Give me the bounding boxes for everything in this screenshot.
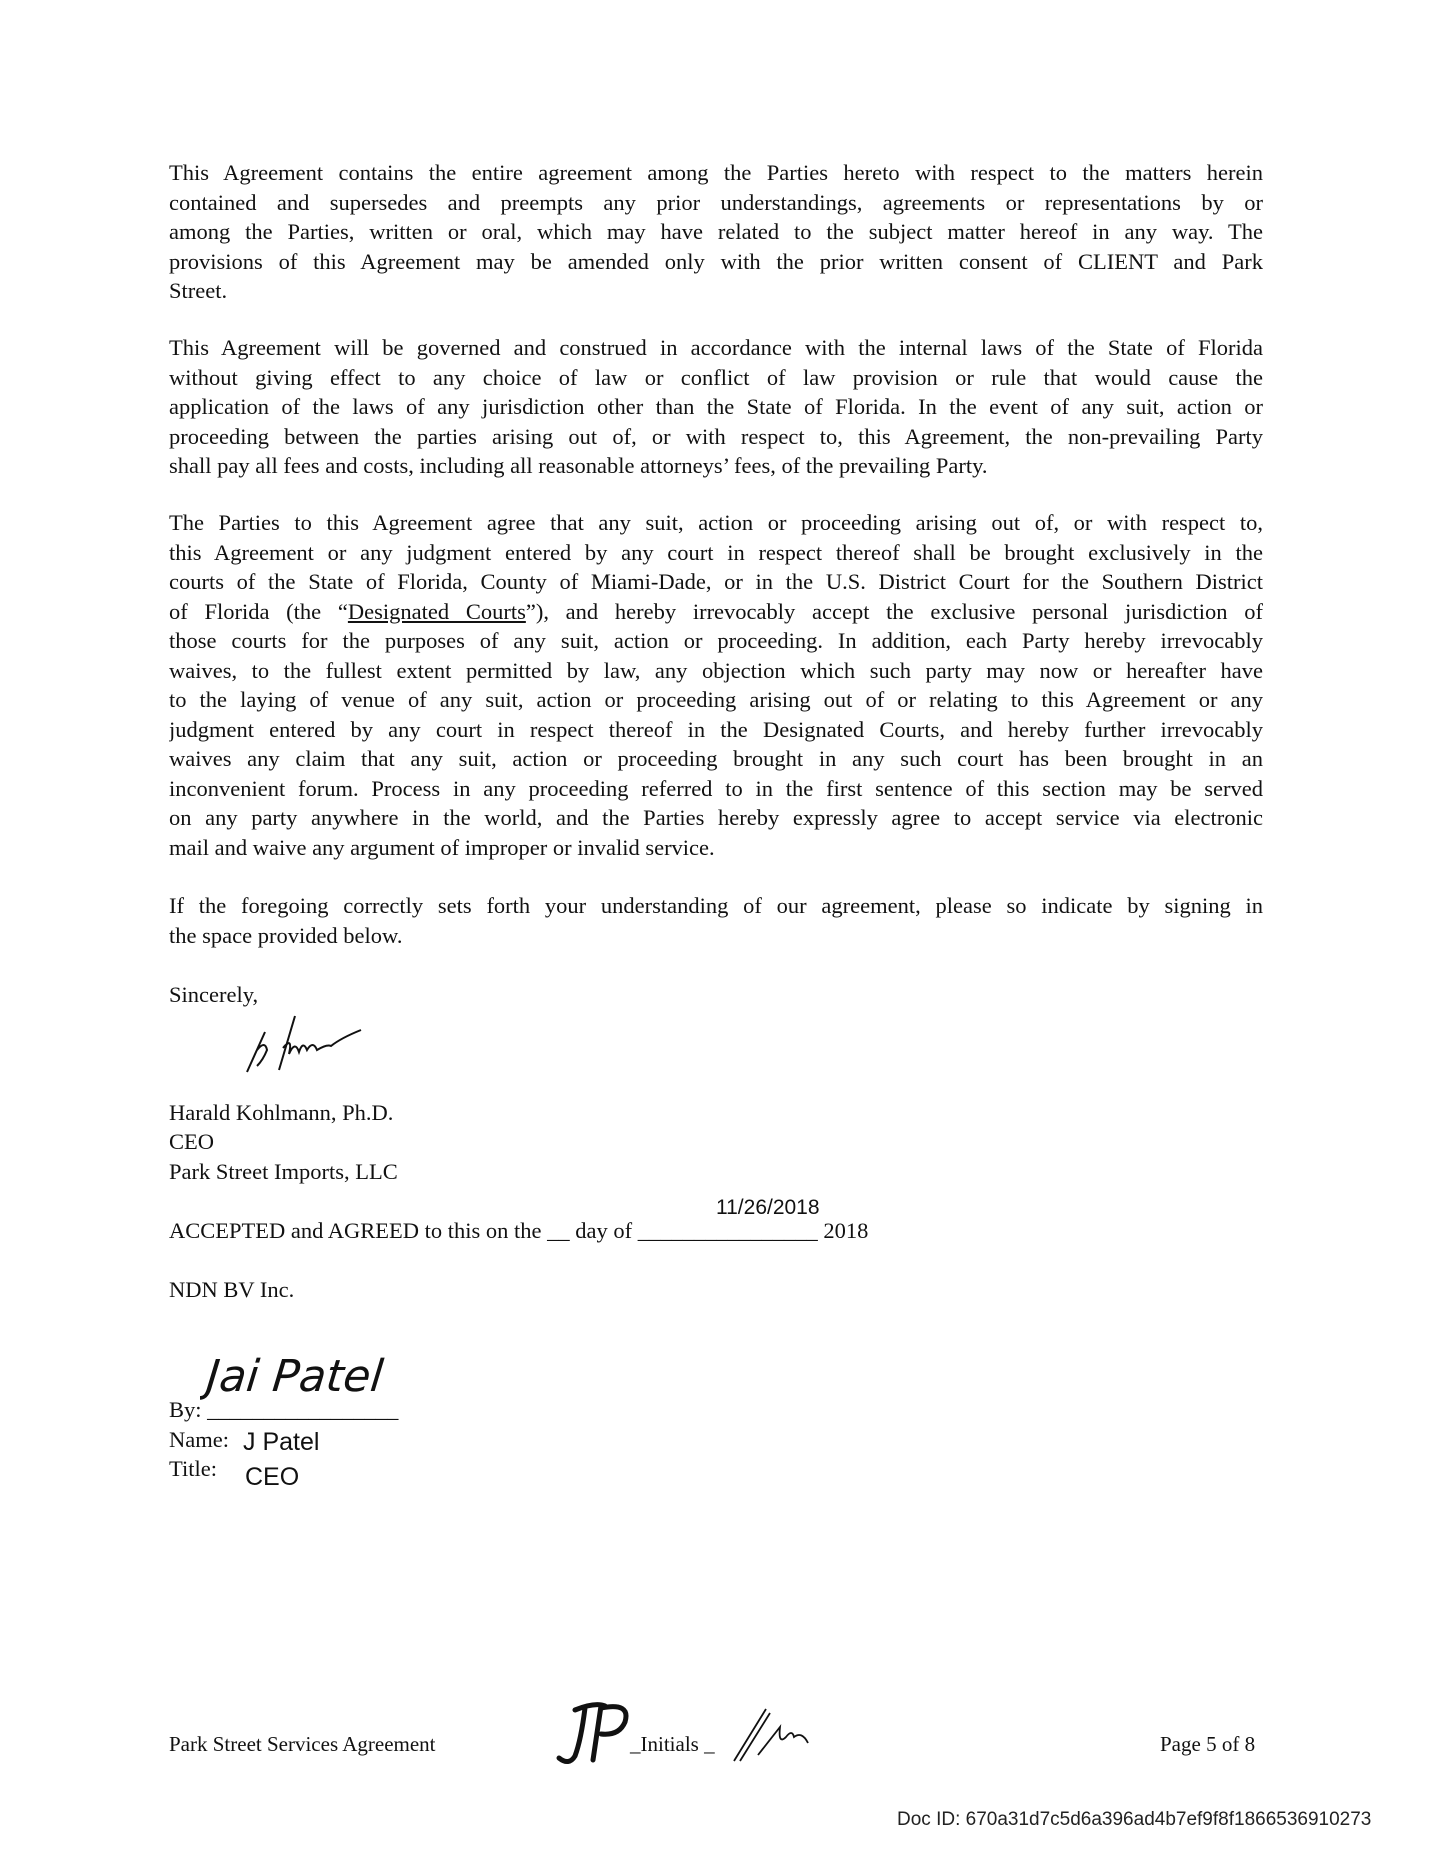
paragraph-jurisdiction [169, 508, 1263, 862]
defined-term-designated-courts: Designated Courts [347, 598, 526, 624]
text-line: the space provided below. [169, 922, 403, 948]
text-line: application of the laws of any jurisdiction other than the State of Florida. In the event of any suit, action or [169, 394, 1263, 419]
paragraph-governing-law [169, 333, 1263, 481]
initials-label: _Initials _ [630, 1732, 715, 1756]
text-line: mail and waive any argument of improper or invalid service. [169, 834, 715, 860]
acceptance-date: 11/26/2018 [716, 1196, 820, 1219]
client-name-value: J Patel [243, 1428, 320, 1456]
text-line [169, 597, 1263, 627]
footer-title: Park Street Services Agreement [169, 1732, 436, 1756]
title-label: Title: [169, 1456, 217, 1481]
signer-company: Park Street Imports, LLC [169, 1159, 398, 1184]
text-fragment: ”), and hereby irrevocably accept the exclusive personal jurisdiction of [525, 598, 1263, 624]
page-number: Page 5 of 8 [1160, 1732, 1256, 1756]
text-line: on any party anywhere in the world, and the Parties hereby expressly agree to accept service via electronic [169, 805, 1263, 830]
text-line: This Agreement will be governed and construed in accordance with the internal laws of the State of Florida [169, 335, 1263, 360]
text-line: This Agreement contains the entire agreement among the Parties hereto with respect to the matters herein [169, 160, 1263, 185]
text-line: waives any claim that any suit, action or proceeding brought in any such court has been brought in an [169, 746, 1263, 771]
text-line: provisions of this Agreement may be amended only with the prior written consent of CLIENT and Park [169, 248, 1263, 274]
initials-kohlmann-signature [730, 1705, 840, 1765]
text-fragment: of Florida (the “ [169, 598, 348, 624]
text-line: Street. [169, 278, 228, 303]
doc-id: Doc ID: 670a31d7c5d6a396ad4b7ef9f8f1866536910273 [897, 1809, 1372, 1830]
text-line: without giving effect to any choice of law or conflict of law provision or rule that would cause the [169, 364, 1263, 390]
text-line: If the foregoing correctly sets forth your understanding of our agreement, please so indicate by signing in [169, 893, 1263, 918]
text-line: The Parties to this Agreement agree that any suit, action or proceeding arising out of, or with respect to, [169, 510, 1263, 535]
acceptance-line: ACCEPTED and AGREED to this on the __ day of ________________ 2018 [169, 1218, 869, 1243]
paragraph-signing-request [169, 891, 1263, 950]
text-line: to the laying of venue of any suit, action or proceeding arising out of or relating to this Agreement or any [169, 687, 1263, 712]
text-line: proceeding between the parties arising out of, or with respect to, this Agreement, the non-prevailing Party [169, 423, 1263, 449]
client-title-value: CEO [245, 1463, 300, 1491]
signer-name: Harald Kohlmann, Ph.D. [169, 1100, 394, 1125]
text-line: this Agreement or any judgment entered by any court in respect thereof shall be brought exclusively in the [169, 539, 1263, 565]
text-line: courts of the State of Florida, County of Miami-Dade, or in the U.S. District Court for the Southern District [169, 569, 1263, 594]
signature-kohlmann [235, 1010, 395, 1080]
name-label: Name: [169, 1427, 229, 1452]
text-line: shall pay all fees and costs, including all reasonable attorneys’ fees, of the prevailing Party. [169, 453, 988, 478]
paragraph-entire-agreement [169, 158, 1263, 306]
closing: Sincerely, [169, 982, 259, 1007]
by-line: By: _________________ [169, 1397, 399, 1422]
text-line: waives, to the fullest extent permitted by law, any objection which such party may now or hereafter have [169, 657, 1263, 683]
text-line: inconvenient forum. Process in any proceeding referred to in the first sentence of this section may be served [169, 775, 1263, 801]
text-line: contained and supersedes and preempts any prior understandings, agreements or representations by or [169, 189, 1263, 215]
text-line: judgment entered by any court in respect thereof in the Designated Courts, and hereby further irrevocably [169, 716, 1263, 742]
text-line: among the Parties, written or oral, which may have related to the subject matter hereof in any way. The [169, 219, 1263, 244]
text-line: those courts for the purposes of any suit, action or proceeding. In addition, each Party hereby irrevocably [169, 628, 1263, 653]
signer-title: CEO [169, 1129, 214, 1154]
client-company: NDN BV Inc. [169, 1277, 295, 1302]
svg-text:Jai Patel: Jai Patel [204, 1351, 386, 1402]
